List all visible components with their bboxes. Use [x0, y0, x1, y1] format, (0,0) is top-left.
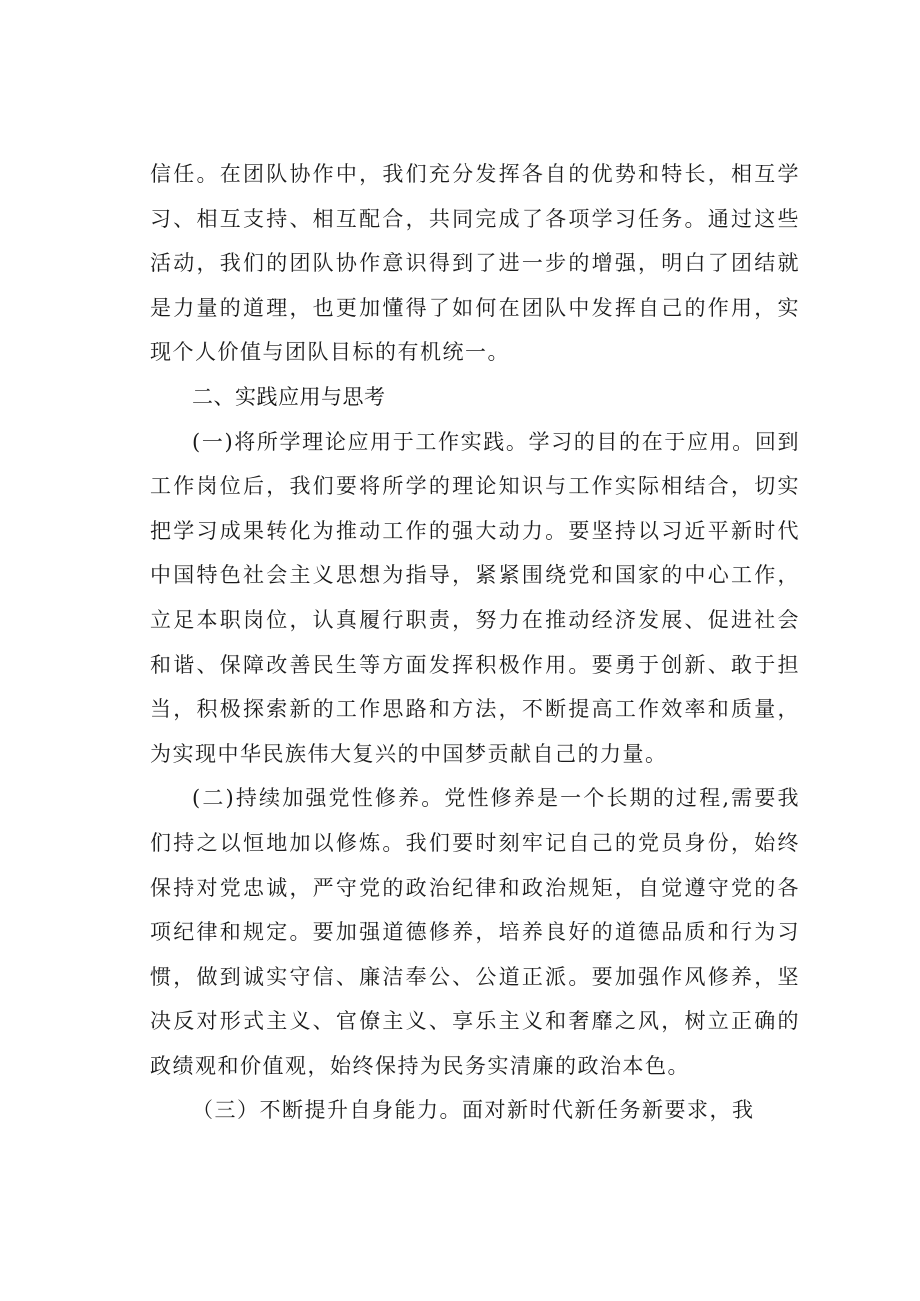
paragraph-subsection-1: (一)将所学理论应用于工作实践。学习的目的在于应用。回到工作岗位后，我们要将所学的理论知识与工作实际相结合，切实把学习成果转化为推动工作的强大动力。要坚持以习近平新时代中国特色社会主义思想为指导，紧紧围绕党和国家的中心工作，立足本职岗位，认真履行职责，努力在推动经济发展、促进社会和谐、保障改善民生等方面发挥积极作用。要勇于创新、敢于担当，积极探索新的工作思路和方法，不断提高工作效率和质量，为实现中华民族伟大复兴的中国梦贡献自己的力量。 [150, 429, 800, 766]
paragraph-continuation: 信任。在团队协作中，我们充分发挥各自的优势和特长，相互学习、相互支持、相互配合，共同完成了各项学习任务。通过这些活动，我们的团队协作意识得到了进一步的增强，明白了团结就是力量的道理，也更加懂得了如何在团队中发挥自己的作用，实现个人价值与团队目标的有机统一。 [150, 162, 800, 365]
section-heading: 二、实践应用与思考 [192, 384, 386, 409]
document-body [150, 152, 800, 1133]
paragraph-subsection-2: (二)持续加强党性修养。党性修养是一个长期的过程,需要我们持之以恒地加以修炼。我们要时刻牢记自己的党员身份，始终保持对党忠诚，严守党的政治纪律和政治规矩，自觉遵守党的各项纪律和规定。要加强道德修养，培养良好的道德品质和行为习惯，做到诚实守信、廉洁奉公、公道正派。要加强作风修养，坚决反对形式主义、官僚主义、享乐主义和奢靡之风，树立正确的政绩观和价值观，始终保持为民务实清廉的政治本色。 [150, 786, 800, 1078]
paragraph-subsection-3: （三）不断提升自身能力。面对新时代新任务新要求，我 [192, 1098, 755, 1123]
